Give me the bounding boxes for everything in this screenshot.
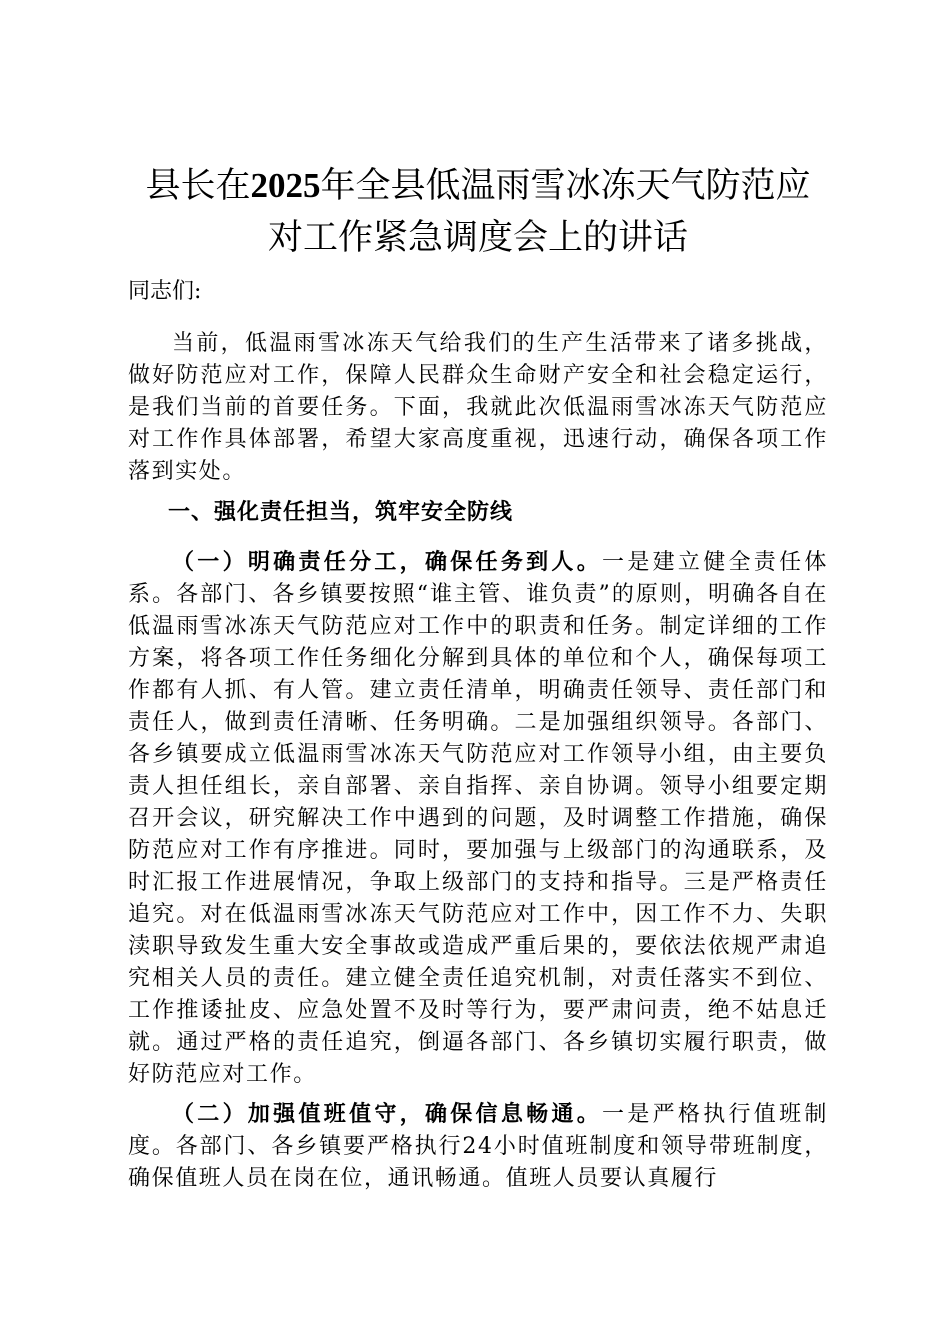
subsection-2-lead: （二）加强值班值守，确保信息畅通。 [172,1101,603,1127]
subsection-1-body: 一是建立健全责任体系。各部门、各乡镇要按照“谁主管、谁负责”的原则，明确各自在低温雨雪冰冻天气防范应对工作中的职责和任务。制定详细的工作方案，将各项工作任务细化分解到具体的单位和个人，确保每项工作都有人抓、有人管。建立责任清单，明确责任领导、责任部门和责任人，做到责任清晰、任务明确。二是加强组织领导。各部门、各乡镇要成立低温雨雪冰冻天气防范应对工作领导小组，由主要负责人担任组长，亲自部署、亲自指挥、亲自协调。领导小组要定期召开会议，研究解决工作中遇到的问题，及时调整工作措施，确保防范应对工作有序推进。同时，要加强与上级部门的沟通联系，及时汇报工作进展情况，争取上级部门的支持和指导。三是严格责任追究。对在低温雨雪冰冻天气防范应对工作中，因工作不力、失职渎职导致发生重大安全事故或造成严重后果的，要依法依规严肃追究相关人员的责任。建立健全责任追究机制，对责任落实不到位、工作推诿扯皮、应急处置不及时等行为，要严肃问责，绝不姑息迁就。通过严格的责任追究，倒逼各部门、各乡镇切实履行职责，做好防范应对工作。 [128,550,828,1087]
salutation: 同志们: [128,279,202,304]
subsection-1-lead: （一）明确责任分工，确保任务到人。 [172,549,603,575]
title-line1-suffix: 年全县低温雨雪冰冻天气防范应 [320,166,811,206]
title-line1-prefix: 县长在 [145,166,251,206]
subsection-2-paragraph [128,1098,828,1195]
intro-paragraph: 当前，低温雨雪冰冻天气给我们的生产生活带来了诸多挑战，做好防范应对工作，保障人民群众生命财产安全和社会稳定运行，是我们当前的首要任务。下面，我就此次低温雨雪冰冻天气防范应对工作作具体部署，希望大家高度重视，迅速行动，确保各项工作落到实处。 [128,331,828,484]
subsection-2-body: 一是严格执行值班制度。各部门、各乡镇要严格执行24小时值班制度和领导带班制度，确保值班人员在岗在位，通讯畅通。值班人员要认真履行 [128,1102,828,1191]
title-line2: 对工作紧急调度会上的讲话 [267,218,688,258]
subsection-1-paragraph [128,546,828,1091]
section-heading-1: 一、强化责任担当，筑牢安全防线 [168,499,514,525]
title-year: 2025 [250,166,321,205]
document-title [128,160,828,264]
